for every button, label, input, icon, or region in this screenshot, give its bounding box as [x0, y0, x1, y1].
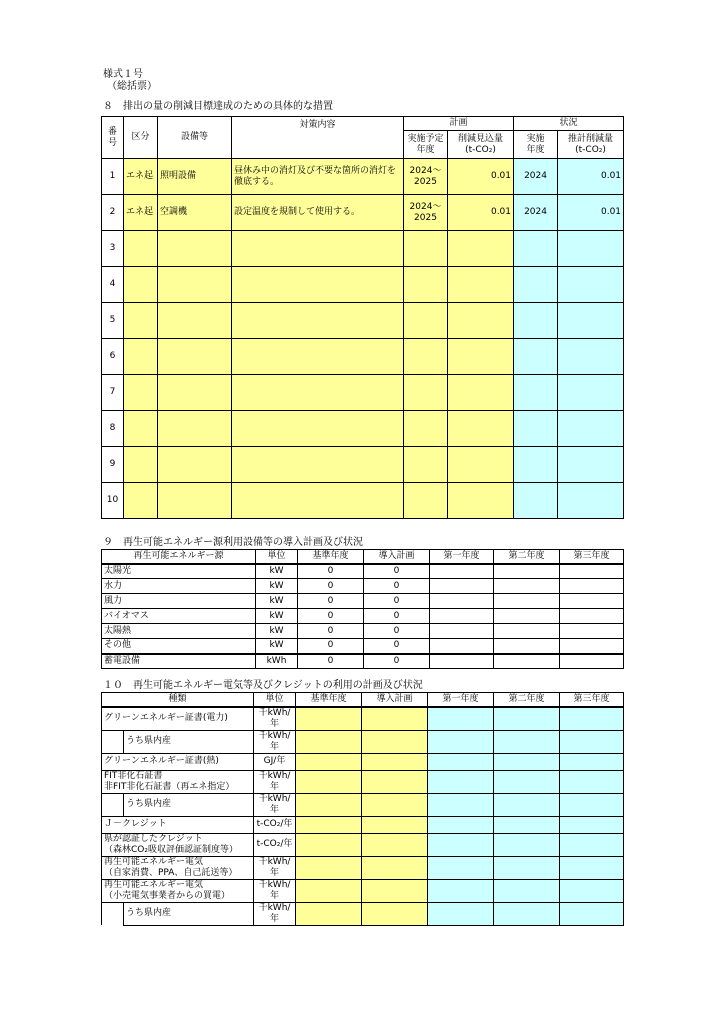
credit-year3[interactable] [560, 770, 624, 793]
plan-year-header: 実施予定 年度 [404, 131, 448, 159]
row-status-reduce[interactable] [558, 447, 624, 483]
credit-unit: 千kWh/年 [254, 879, 296, 902]
equipment-row [102, 564, 624, 579]
row-no: 5 [102, 303, 124, 339]
row-kubun[interactable] [124, 411, 158, 447]
row-setsubi[interactable] [158, 411, 232, 447]
credit-unit: 千kWh/年 [254, 770, 296, 793]
row-status-year[interactable] [514, 447, 558, 483]
indent-cell [102, 730, 124, 753]
equipment-year1[interactable] [430, 639, 494, 654]
row-no: 6 [102, 339, 124, 375]
credit-year2[interactable] [494, 833, 560, 856]
row-setsubi[interactable] [158, 447, 232, 483]
row-plan-reduce[interactable] [448, 339, 514, 375]
credit-year2[interactable] [494, 879, 560, 902]
row-status-reduce[interactable] [558, 231, 624, 267]
credit-plan[interactable] [362, 793, 428, 816]
credit-year2[interactable] [494, 793, 560, 816]
equipment-name: 水力 [102, 579, 256, 594]
credit-base[interactable] [296, 730, 362, 753]
row-plan-reduce[interactable] [448, 375, 514, 411]
equipment-unit: kW [256, 639, 298, 654]
row-taisaku[interactable] [232, 483, 404, 519]
row-no: 4 [102, 267, 124, 303]
column-header: 単位 [256, 550, 298, 564]
credit-unit: 千kWh/年 [254, 707, 296, 731]
row-plan-year[interactable]: 2024～ 2025 [404, 159, 448, 195]
equipment-year2[interactable] [494, 609, 560, 624]
row-plan-reduce[interactable]: 0.01 [448, 195, 514, 231]
equipment-year3[interactable] [560, 624, 624, 639]
row-setsubi[interactable]: 空調機 [158, 195, 232, 231]
equipment-unit: kW [256, 579, 298, 594]
row-taisaku[interactable]: 設定温度を規制して使用する。 [232, 195, 404, 231]
credit-year1[interactable] [428, 730, 494, 753]
row-plan-reduce[interactable] [448, 483, 514, 519]
section10-title: １０ 再生可能エネルギー電気等及びクレジットの利用の計画及び状況 [103, 680, 423, 691]
credit-plan[interactable] [362, 730, 428, 753]
credit-year2[interactable] [494, 753, 560, 770]
row-status-year[interactable] [514, 375, 558, 411]
row-kubun[interactable] [124, 339, 158, 375]
measure-row [102, 483, 624, 519]
credit-year2[interactable] [494, 856, 560, 879]
credit-plan[interactable] [362, 902, 428, 925]
credit-base[interactable] [296, 753, 362, 770]
credit-row [102, 879, 624, 902]
measures-table [101, 116, 624, 519]
status-header: 状況 [514, 117, 624, 131]
credit-name: 再生可能エネルギー電気 （自家消費、PPA、自己託送等） [102, 856, 254, 879]
row-status-year[interactable] [514, 267, 558, 303]
row-no: 9 [102, 447, 124, 483]
row-status-reduce[interactable]: 0.01 [558, 195, 624, 231]
row-taisaku[interactable] [232, 231, 404, 267]
header-row [102, 693, 624, 707]
credit-year1[interactable] [428, 707, 494, 731]
equipment-plan[interactable]: 0 [364, 564, 430, 579]
section8-title: ８ 排出の量の削減目標達成のための具体的な措置 [103, 101, 333, 112]
equipment-row [102, 579, 624, 594]
row-kubun[interactable] [124, 375, 158, 411]
credit-plan[interactable] [362, 770, 428, 793]
equipment-base[interactable]: 0 [298, 564, 364, 579]
credit-row [102, 707, 624, 731]
equipment-year2[interactable] [494, 594, 560, 609]
equipment-row [102, 654, 624, 669]
credit-year3[interactable] [560, 856, 624, 879]
equipment-year2[interactable] [494, 624, 560, 639]
row-kubun[interactable]: エネ起 [124, 159, 158, 195]
equipment-year1[interactable] [430, 654, 494, 669]
column-header: 導入計画 [364, 550, 430, 564]
equipment-year3[interactable] [560, 594, 624, 609]
row-no: 8 [102, 411, 124, 447]
row-status-year[interactable] [514, 411, 558, 447]
equipment-base[interactable]: 0 [298, 624, 364, 639]
column-header: 第一年度 [428, 693, 494, 707]
row-plan-reduce[interactable]: 0.01 [448, 159, 514, 195]
credit-name: うち県内産 [124, 730, 254, 753]
status-year-header: 実施 年度 [514, 131, 558, 159]
row-plan-year[interactable] [404, 267, 448, 303]
column-header: 第二年度 [494, 693, 560, 707]
row-status-reduce[interactable] [558, 375, 624, 411]
equipment-row [102, 639, 624, 654]
equipment-plan[interactable]: 0 [364, 639, 430, 654]
equipment-plan[interactable]: 0 [364, 624, 430, 639]
equipment-unit: kW [256, 609, 298, 624]
credit-plan[interactable] [362, 816, 428, 833]
credit-year3[interactable] [560, 816, 624, 833]
row-status-year[interactable]: 2024 [514, 159, 558, 195]
credit-year1[interactable] [428, 902, 494, 925]
equipment-year1[interactable] [430, 624, 494, 639]
equipment-year1[interactable] [430, 609, 494, 624]
form-subtitle: （総括票） [107, 81, 157, 92]
row-no: 2 [102, 195, 124, 231]
credit-unit: t-CO₂/年 [254, 816, 296, 833]
equipment-plan[interactable]: 0 [364, 579, 430, 594]
equipment-year1[interactable] [430, 564, 494, 579]
equipment-unit: kWh [256, 654, 298, 669]
measure-row [102, 267, 624, 303]
equipment-row [102, 594, 624, 609]
credit-unit: 千kWh/年 [254, 730, 296, 753]
credit-plan[interactable] [362, 856, 428, 879]
form-number: 様式１号 [103, 69, 143, 80]
credit-base[interactable] [296, 707, 362, 731]
row-status-reduce[interactable]: 0.01 [558, 159, 624, 195]
row-status-reduce[interactable] [558, 339, 624, 375]
row-status-year[interactable] [514, 303, 558, 339]
credit-year1[interactable] [428, 856, 494, 879]
equipment-year2[interactable] [494, 639, 560, 654]
row-plan-year[interactable] [404, 339, 448, 375]
row-plan-year[interactable] [404, 375, 448, 411]
column-header: 第二年度 [494, 550, 560, 564]
credit-unit: t-CO₂/年 [254, 833, 296, 856]
equipment-name: 風力 [102, 594, 256, 609]
credit-row [102, 902, 624, 925]
row-setsubi[interactable] [158, 483, 232, 519]
credit-row [102, 793, 624, 816]
credit-year1[interactable] [428, 879, 494, 902]
credit-year3[interactable] [560, 902, 624, 925]
equipment-base[interactable]: 0 [298, 654, 364, 669]
row-plan-reduce[interactable] [448, 267, 514, 303]
credit-year1[interactable] [428, 833, 494, 856]
credit-row [102, 856, 624, 879]
credit-year1[interactable] [428, 816, 494, 833]
plan-reduce-header: 削減見込量 (t-CO₂) [448, 131, 514, 159]
credit-year2[interactable] [494, 730, 560, 753]
column-header: 導入計画 [362, 693, 428, 707]
credit-year2[interactable] [494, 770, 560, 793]
credit-base[interactable] [296, 833, 362, 856]
equipment-name: その他 [102, 639, 256, 654]
equipment-year1[interactable] [430, 594, 494, 609]
row-taisaku[interactable] [232, 447, 404, 483]
credit-name: うち県内産 [124, 902, 254, 925]
row-plan-year[interactable] [404, 447, 448, 483]
credit-row [102, 770, 624, 793]
credit-year2[interactable] [494, 816, 560, 833]
credit-plan[interactable] [362, 879, 428, 902]
credit-plan[interactable] [362, 833, 428, 856]
measure-row [102, 231, 624, 267]
row-setsubi[interactable] [158, 375, 232, 411]
credit-plan[interactable] [362, 707, 428, 731]
equipment-year2[interactable] [494, 654, 560, 669]
credit-year1[interactable] [428, 770, 494, 793]
credit-base[interactable] [296, 856, 362, 879]
measure-row [102, 195, 624, 231]
plan-header: 計画 [404, 117, 514, 131]
equipment-year3[interactable] [560, 579, 624, 594]
column-header: 種類 [102, 693, 254, 707]
row-setsubi[interactable] [158, 267, 232, 303]
row-plan-reduce[interactable] [448, 411, 514, 447]
credit-base[interactable] [296, 816, 362, 833]
row-status-reduce[interactable] [558, 483, 624, 519]
row-no: 3 [102, 231, 124, 267]
credit-row [102, 730, 624, 753]
col-no-header: 番号 [102, 117, 124, 159]
row-kubun[interactable] [124, 231, 158, 267]
credit-base[interactable] [296, 770, 362, 793]
credit-name: 県が認証したクレジット （森林CO₂吸収評価認証制度等） [102, 833, 254, 856]
row-plan-year[interactable] [404, 483, 448, 519]
credit-name: FIT非化石証書 非FIT非化石証書（再エネ指定） [102, 770, 254, 793]
equipment-plan[interactable]: 0 [364, 594, 430, 609]
equipment-year3[interactable] [560, 564, 624, 579]
credit-base[interactable] [296, 902, 362, 925]
credit-year2[interactable] [494, 902, 560, 925]
credit-year3[interactable] [560, 793, 624, 816]
indent-cell [102, 902, 124, 925]
row-status-year[interactable] [514, 483, 558, 519]
col-setsubi-header: 設備等 [158, 117, 232, 159]
equipment-base[interactable]: 0 [298, 639, 364, 654]
column-header: 基準年度 [296, 693, 362, 707]
section9-title: ９ 再生可能エネルギー源利用設備等の導入計画及び状況 [103, 537, 363, 548]
row-status-year[interactable] [514, 339, 558, 375]
row-setsubi[interactable] [158, 303, 232, 339]
equipment-unit: kW [256, 564, 298, 579]
row-taisaku[interactable] [232, 339, 404, 375]
row-no: 10 [102, 483, 124, 519]
renewable-equipment-table [101, 549, 624, 669]
row-plan-year[interactable]: 2024～ 2025 [404, 195, 448, 231]
equipment-name: 太陽光 [102, 564, 256, 579]
credit-unit: 千kWh/年 [254, 902, 296, 925]
row-plan-reduce[interactable] [448, 231, 514, 267]
row-plan-year[interactable] [404, 231, 448, 267]
measure-row [102, 447, 624, 483]
row-status-year[interactable] [514, 231, 558, 267]
credit-year3[interactable] [560, 879, 624, 902]
credit-row [102, 816, 624, 833]
credit-unit: 千kWh/年 [254, 793, 296, 816]
col-kubun-header: 区分 [124, 117, 158, 159]
row-setsubi[interactable] [158, 231, 232, 267]
credit-year2[interactable] [494, 707, 560, 731]
credit-name: Ｊ－クレジット [102, 816, 254, 833]
credit-year3[interactable] [560, 730, 624, 753]
equipment-base[interactable]: 0 [298, 609, 364, 624]
credit-year3[interactable] [560, 707, 624, 731]
row-status-reduce[interactable] [558, 411, 624, 447]
row-kubun[interactable] [124, 447, 158, 483]
equipment-base[interactable]: 0 [298, 579, 364, 594]
credit-row [102, 833, 624, 856]
credit-base[interactable] [296, 879, 362, 902]
column-header: 基準年度 [298, 550, 364, 564]
measure-row [102, 375, 624, 411]
indent-cell [102, 793, 124, 816]
row-plan-year[interactable] [404, 303, 448, 339]
row-plan-reduce[interactable] [448, 447, 514, 483]
column-header: 再生可能エネルギー源 [102, 550, 256, 564]
equipment-year3[interactable] [560, 639, 624, 654]
credit-unit: 千kWh/年 [254, 856, 296, 879]
row-status-reduce[interactable] [558, 267, 624, 303]
credit-name: うち県内産 [124, 793, 254, 816]
equipment-base[interactable]: 0 [298, 594, 364, 609]
credit-base[interactable] [296, 793, 362, 816]
equipment-name: バイオマス [102, 609, 256, 624]
row-plan-year[interactable] [404, 411, 448, 447]
equipment-year3[interactable] [560, 654, 624, 669]
row-taisaku[interactable]: 昼休み中の消灯及び不要な箇所の消灯を徹底する。 [232, 159, 404, 195]
row-kubun[interactable] [124, 267, 158, 303]
row-status-reduce[interactable] [558, 303, 624, 339]
header-row [102, 550, 624, 564]
row-kubun[interactable] [124, 303, 158, 339]
row-taisaku[interactable] [232, 411, 404, 447]
equipment-year2[interactable] [494, 579, 560, 594]
status-reduce-header: 推計削減量 (t-CO₂) [558, 131, 624, 159]
equipment-row [102, 609, 624, 624]
row-plan-reduce[interactable] [448, 303, 514, 339]
credit-name: グリーンエネルギー証書(電力) [102, 707, 254, 731]
column-header: 第三年度 [560, 693, 624, 707]
equipment-year3[interactable] [560, 609, 624, 624]
column-header: 第三年度 [560, 550, 624, 564]
credit-unit: GJ/年 [254, 753, 296, 770]
equipment-unit: kW [256, 624, 298, 639]
credit-year3[interactable] [560, 753, 624, 770]
credit-row [102, 753, 624, 770]
credit-year1[interactable] [428, 753, 494, 770]
credit-name: グリーンエネルギー証書(熱) [102, 753, 254, 770]
row-taisaku[interactable] [232, 267, 404, 303]
row-kubun[interactable] [124, 483, 158, 519]
equipment-name: 太陽熱 [102, 624, 256, 639]
row-no: 7 [102, 375, 124, 411]
equipment-name: 蓄電設備 [102, 654, 256, 669]
equipment-plan[interactable]: 0 [364, 654, 430, 669]
measure-row [102, 411, 624, 447]
renewable-credit-table [101, 692, 624, 926]
credit-name: 再生可能エネルギー電気 （小売電気事業者からの買電） [102, 879, 254, 902]
measure-row [102, 159, 624, 195]
col-taisaku-header: 対策内容 [232, 117, 404, 159]
equipment-year2[interactable] [494, 564, 560, 579]
measure-row [102, 339, 624, 375]
row-setsubi[interactable] [158, 339, 232, 375]
equipment-row [102, 624, 624, 639]
credit-year3[interactable] [560, 833, 624, 856]
row-setsubi[interactable]: 照明設備 [158, 159, 232, 195]
row-taisaku[interactable] [232, 375, 404, 411]
row-status-year[interactable]: 2024 [514, 195, 558, 231]
equipment-year1[interactable] [430, 579, 494, 594]
column-header: 単位 [254, 693, 296, 707]
column-header: 第一年度 [430, 550, 494, 564]
row-taisaku[interactable] [232, 303, 404, 339]
measure-row [102, 303, 624, 339]
credit-year1[interactable] [428, 793, 494, 816]
row-kubun[interactable]: エネ起 [124, 195, 158, 231]
equipment-unit: kW [256, 594, 298, 609]
row-no: 1 [102, 159, 124, 195]
equipment-plan[interactable]: 0 [364, 609, 430, 624]
credit-plan[interactable] [362, 753, 428, 770]
